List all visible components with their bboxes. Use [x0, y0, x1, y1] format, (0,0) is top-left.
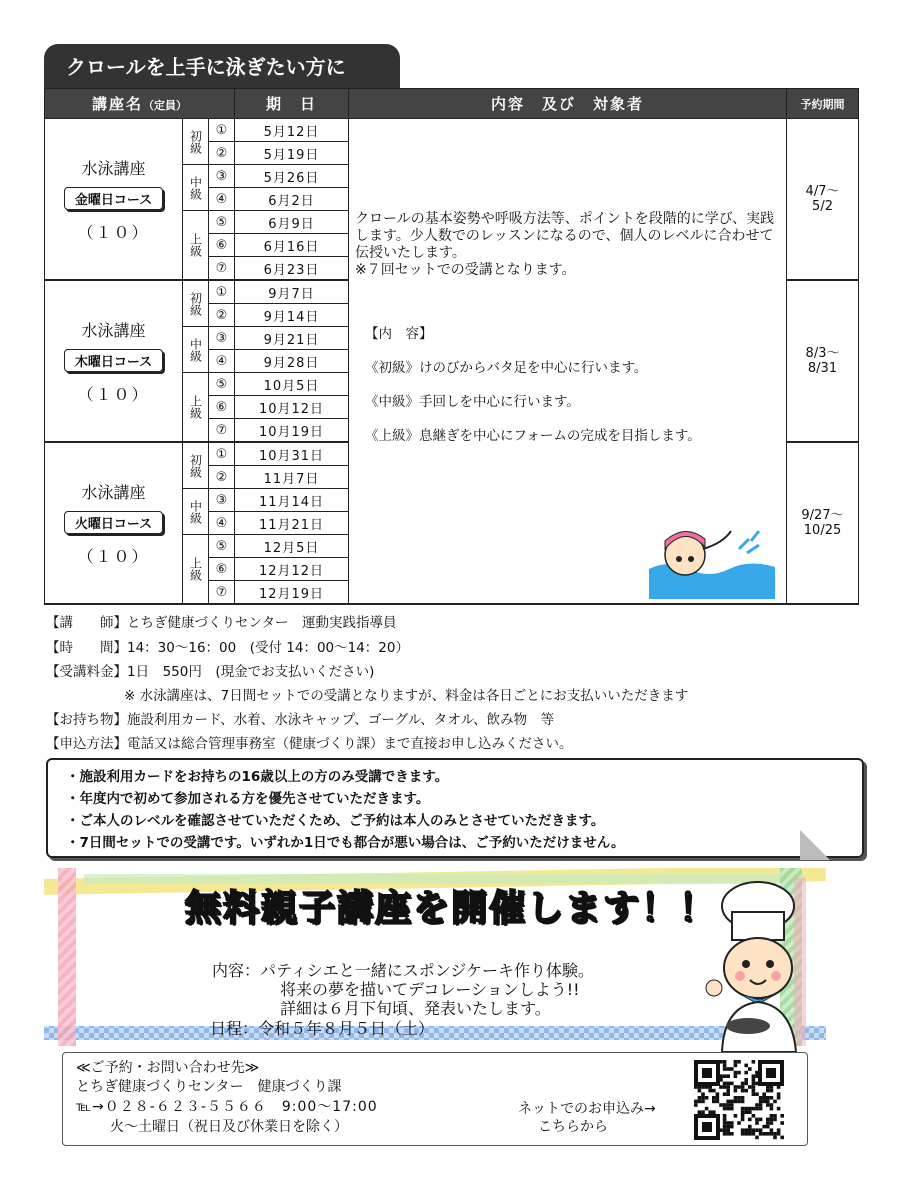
schedule-table: [44, 88, 859, 605]
session-date: 10月12日: [235, 396, 349, 419]
course-cell: [45, 442, 183, 604]
session-number: ⑤: [209, 211, 235, 234]
content-heading: 【内 容】: [365, 326, 433, 342]
session-date: 11月14日: [235, 489, 349, 512]
contact-tel[interactable]: ℡→０２８-６２３-５５６６ 9:00～17:00: [76, 1099, 378, 1115]
notice-line: ・施設利用カードをお持ちの16歳以上の方のみ受講できます。: [66, 769, 449, 785]
lecture-line: 詳細は６月下旬頃、発表いたします。: [280, 999, 551, 1018]
session-number: ①: [209, 280, 235, 304]
session-number: ③: [209, 489, 235, 512]
header-date: 期 日: [235, 89, 349, 119]
course-name: 水泳講座: [81, 482, 146, 502]
net-apply-here: こちらから: [538, 1119, 608, 1135]
swimmer-illustration: [649, 519, 775, 599]
level-label: 初級: [188, 129, 203, 154]
level-label: 初級: [188, 291, 203, 316]
course-badge: 火曜日コース: [64, 511, 163, 534]
level-label: 上級: [188, 557, 203, 581]
level-label: 中級: [188, 337, 203, 362]
contact-days: 火～土曜日（祝日及び休業日を除く）: [110, 1119, 348, 1135]
level-cell: [183, 327, 209, 373]
booking-period: 9/27～ 10/25: [787, 442, 859, 604]
level-cell: [183, 165, 209, 211]
qr-code-icon[interactable]: [694, 1060, 784, 1140]
level-cell: [183, 280, 209, 327]
course-name: 水泳講座: [81, 320, 146, 340]
course-badge: 金曜日コース: [64, 187, 163, 210]
session-number: ⑥: [209, 234, 235, 257]
course-capacity: （１０）: [77, 384, 150, 404]
session-number: ⑤: [209, 535, 235, 558]
session-date: 5月26日: [235, 165, 349, 188]
lecture-headline: 無料親子講座を開催します！！: [185, 888, 718, 929]
session-number: ②: [209, 142, 235, 165]
course-capacity: （１０）: [77, 222, 150, 242]
level-label: 中級: [188, 175, 203, 200]
session-date: 10月19日: [235, 419, 349, 443]
level-cell: [183, 489, 209, 535]
session-date: 11月21日: [235, 512, 349, 535]
notice-line: ・ご本人のレベルを確認させていただくため、ご予約は本人のみとさせていただきます。: [66, 813, 605, 829]
booking-period: 8/3～ 8/31: [787, 280, 859, 442]
level-cell: [183, 119, 209, 165]
session-date: 9月21日: [235, 327, 349, 350]
session-date: 6月9日: [235, 211, 349, 234]
session-date: 11月7日: [235, 466, 349, 489]
level-label: 上級: [188, 233, 203, 257]
session-number: ⑦: [209, 257, 235, 281]
level-label: 初級: [188, 453, 203, 478]
session-date: 12月19日: [235, 581, 349, 605]
level-label: 中級: [188, 499, 203, 524]
session-date: 6月23日: [235, 257, 349, 281]
course-badge: 木曜日コース: [64, 349, 163, 372]
content-description: クロールの基本姿勢や呼吸方法等、ポイントを段階的に学び、実践します。少人数でのレッスンになるので、個人のレベルに合わせて伝授いたします。 ※７回セットでの受講となります。: [355, 211, 775, 278]
contact-heading: ≪ご予約・お問い合わせ先≫: [76, 1060, 260, 1076]
session-number: ⑦: [209, 419, 235, 443]
content-levels: [365, 317, 701, 453]
session-date: 9月14日: [235, 304, 349, 327]
info-time: 【時 間】14：30～16：00 (受付 14：00～14：20）: [46, 640, 409, 656]
session-date: 12月12日: [235, 558, 349, 581]
content-intermediate: 《中級》手回しを中心に行います。: [365, 394, 580, 410]
notice-box: [46, 758, 864, 858]
session-number: ④: [209, 350, 235, 373]
course-capacity: （１０）: [77, 546, 150, 566]
lecture-line: 将来の夢を描いてデコレーションしよう!!: [280, 980, 580, 999]
schedule-row: [45, 119, 859, 142]
session-date: 6月2日: [235, 188, 349, 211]
course-cell: [45, 280, 183, 442]
info-belongings: 【お持ち物】施設利用カード、水着、水泳キャップ、ゴーグル、タオル、飲み物 等: [46, 712, 555, 728]
header-content: 内容 及び 対象者: [349, 89, 787, 119]
content-cell: [349, 119, 787, 605]
header-course-note: （定員）: [143, 99, 188, 112]
session-date: 5月19日: [235, 142, 349, 165]
session-date: 10月5日: [235, 373, 349, 396]
session-number: ③: [209, 327, 235, 350]
content-beginner: 《初級》けのびからバタ足を中心に行います。: [365, 360, 648, 376]
contact-org: とちぎ健康づくりセンター 健康づくり課: [76, 1079, 342, 1095]
session-number: ⑤: [209, 373, 235, 396]
session-date: 10月31日: [235, 442, 349, 466]
session-number: ①: [209, 119, 235, 142]
info-apply: 【申込方法】電話又は総合管理事務室（健康づくり課）まで直接お申し込みください。: [46, 736, 573, 752]
info-instructor: 【講 師】とちぎ健康づくりセンター 運動実践指導員: [46, 615, 397, 631]
content-note: ※７回セットでの受講となります。: [355, 262, 576, 278]
content-advanced: 《上級》息継ぎを中心にフォームの完成を目指します。: [365, 428, 701, 444]
notice-line: ・7日間セットでの受講です。いずれか1日でも都合が悪い場合は、ご予約いただけません。: [66, 835, 625, 851]
session-number: ④: [209, 188, 235, 211]
session-number: ④: [209, 512, 235, 535]
header-course: 講座名（定員）: [45, 89, 235, 119]
session-number: ⑥: [209, 558, 235, 581]
session-number: ②: [209, 466, 235, 489]
info-fee-note: ※ 水泳講座は、7日間セットでの受講となりますが、料金は各日ごとにお支払いいただきます: [124, 688, 689, 704]
level-cell: [183, 373, 209, 443]
level-cell: [183, 442, 209, 489]
net-apply-label: ネットでのお申込み→: [518, 1101, 656, 1117]
course-cell: [45, 119, 183, 281]
level-cell: [183, 535, 209, 605]
session-number: ①: [209, 442, 235, 466]
booking-period: 4/7～ 5/2: [787, 119, 859, 281]
course-name: 水泳講座: [81, 158, 146, 178]
session-date: 12月5日: [235, 535, 349, 558]
session-number: ⑥: [209, 396, 235, 419]
chef-illustration: [700, 876, 810, 1052]
session-number: ③: [209, 165, 235, 188]
session-date: 9月28日: [235, 350, 349, 373]
info-fee: 【受講料金】1日 550円 (現金でお支払いください): [46, 664, 375, 680]
level-cell: [183, 211, 209, 281]
session-date: 9月7日: [235, 280, 349, 304]
page-curl: [800, 830, 830, 860]
lecture-date: 日程：令和５年８月５日（土）: [210, 1019, 435, 1038]
session-date: 6月16日: [235, 234, 349, 257]
session-number: ②: [209, 304, 235, 327]
section-title: クロールを上手に泳ぎたい方に: [44, 44, 400, 88]
notice-line: ・年度内で初めて参加される方を優先させていただきます。: [66, 791, 430, 807]
session-number: ⑦: [209, 581, 235, 605]
session-date: 5月12日: [235, 119, 349, 142]
lecture-line: 内容：パティシエと一緒にスポンジケーキ作り体験。: [212, 961, 595, 980]
level-label: 上級: [188, 395, 203, 419]
header-period: 予約期間: [787, 89, 859, 119]
